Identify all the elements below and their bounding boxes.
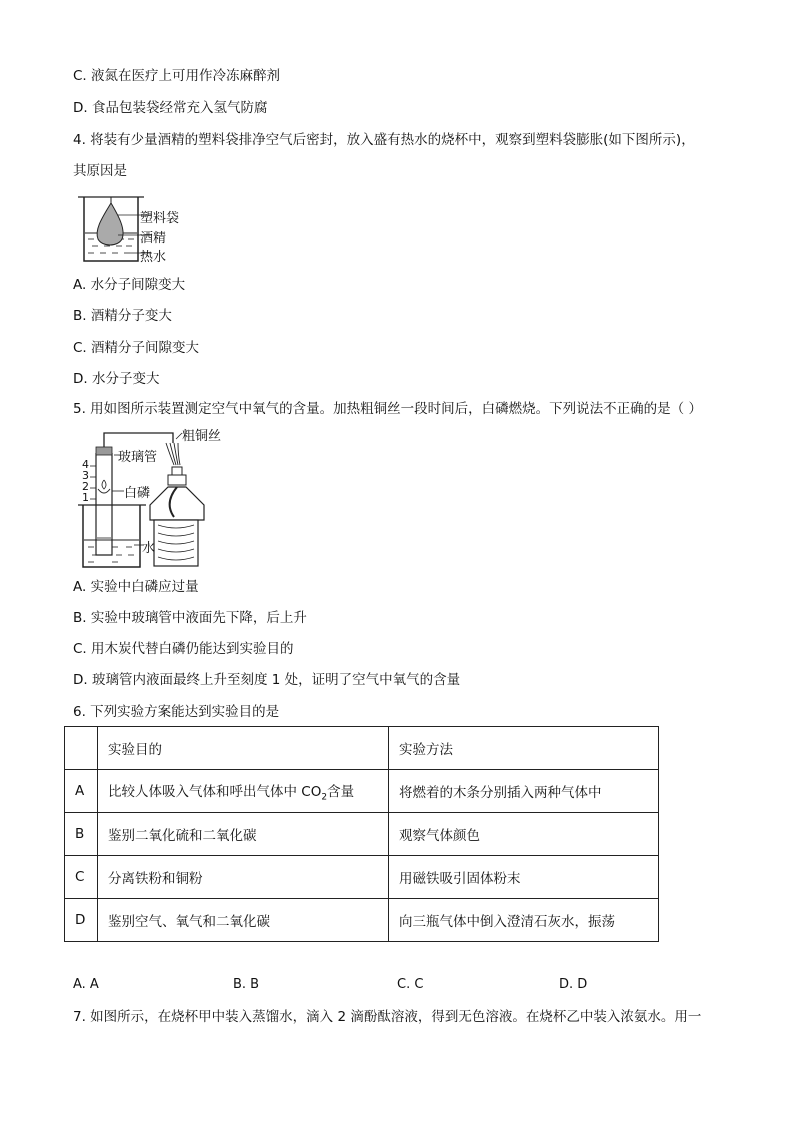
q5-mark-4: 4 (82, 458, 89, 471)
table-row (65, 770, 659, 813)
q3-option-c: C. 液氮在医疗上可用作冷冻麻醉剂 (73, 68, 281, 84)
header-cell-empty (65, 727, 98, 770)
q5-stem: 5. 用如图所示装置测定空气中氧气的含量。加热粗铜丝一段时间后，白磷燃烧。下列说法不正确的是（ ） (73, 401, 702, 417)
row-method: 将燃着的木条分别插入两种气体中 (389, 770, 659, 813)
q5-option-b: B. 实验中玻璃管中液面先下降，后上升 (73, 610, 307, 626)
row-goal-text: 比较人体吸入气体和呼出气体中 CO (108, 783, 322, 800)
table-row (65, 813, 659, 856)
table-row (65, 856, 659, 899)
row-goal: 鉴别空气、氧气和二氧化碳 (98, 899, 389, 942)
q4-option-d: D. 水分子变大 (73, 371, 160, 387)
q4-label-bag: 塑料袋 (140, 211, 180, 226)
q5-mark-1: 1 (82, 491, 89, 504)
q5-label-phosphorus: 白磷 (124, 486, 151, 501)
row-id: B (65, 813, 98, 856)
q5-apparatus-drawing (78, 425, 238, 570)
q5-mark-2: 2 (82, 480, 89, 493)
q4-stem-line1: 4. 将装有少量酒精的塑料袋排净空气后密封，放入盛有热水的烧杯中，观察到塑料袋膨胀(如下图所示)， (73, 132, 695, 148)
q4-option-c: C. 酒精分子间隙变大 (73, 340, 200, 356)
q7-stem: 7. 如图所示，在烧杯甲中装入蒸馏水，滴入 2 滴酚酞溶液，得到无色溶液。在烧杯乙中装入浓氨水。用一 (73, 1009, 702, 1025)
q4-option-b: B. 酒精分子变大 (73, 308, 172, 324)
q6-choice-b: B. B (233, 977, 260, 992)
row-id: C (65, 856, 98, 899)
q5-option-d: D. 玻璃管内液面最终上升至刻度 1 处，证明了空气中氧气的含量 (73, 672, 461, 688)
q5-label-tube: 玻璃管 (118, 450, 158, 465)
q5-label-water: 水 (142, 541, 156, 556)
q5-apparatus-figure (78, 425, 238, 570)
q6-stem: 6. 下列实验方案能达到实验目的是 (73, 704, 280, 720)
q5-label-wire: 粗铜丝 (182, 429, 222, 444)
q4-stem-line2: 其原因是 (73, 163, 127, 179)
row-method: 观察气体颜色 (389, 813, 659, 856)
q6-choice-a: A. A (73, 977, 99, 992)
row-id: A (65, 770, 98, 813)
row-goal (98, 770, 389, 813)
q4-option-a: A. 水分子间隙变大 (73, 277, 186, 293)
q6-table (64, 726, 659, 942)
q4-label-alcohol: 酒精 (140, 231, 167, 246)
q4-label-water: 热水 (140, 250, 167, 265)
q6-choice-c: C. C (397, 977, 424, 992)
q3-option-d: D. 食品包装袋经常充入氢气防腐 (73, 100, 268, 116)
table-row (65, 899, 659, 942)
table-header-row (65, 727, 659, 770)
row-id: D (65, 899, 98, 942)
q4-beaker-figure (74, 193, 214, 265)
q5-option-a: A. 实验中白磷应过量 (73, 579, 199, 595)
header-cell-method: 实验方法 (389, 727, 659, 770)
row-method: 用磁铁吸引固体粉末 (389, 856, 659, 899)
row-goal-sub: 2 (321, 792, 328, 803)
header-cell-goal: 实验目的 (98, 727, 389, 770)
q5-mark-3: 3 (82, 469, 89, 482)
row-method: 向三瓶气体中倒入澄清石灰水，振荡 (389, 899, 659, 942)
row-goal: 分离铁粉和铜粉 (98, 856, 389, 899)
row-goal: 鉴别二氧化硫和二氧化碳 (98, 813, 389, 856)
q5-option-c: C. 用木炭代替白磷仍能达到实验目的 (73, 641, 294, 657)
row-goal-post: 含量 (327, 783, 355, 800)
q6-choice-d: D. D (559, 977, 588, 992)
